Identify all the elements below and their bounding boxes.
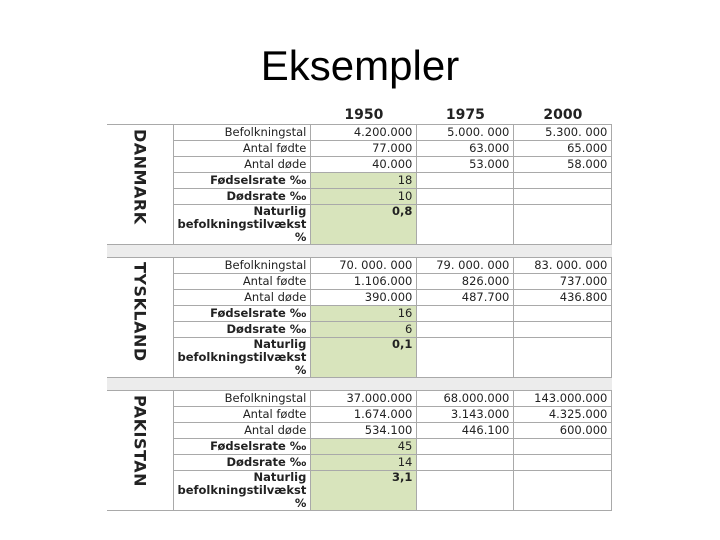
value-cell bbox=[514, 455, 612, 471]
table-row bbox=[107, 173, 612, 189]
separator-cell bbox=[514, 245, 612, 258]
value-cell: 79. 000. 000 bbox=[417, 258, 514, 274]
separator-cell bbox=[417, 378, 514, 391]
separator-cell bbox=[417, 245, 514, 258]
table-row bbox=[107, 471, 612, 511]
row-label: Antal fødte bbox=[173, 141, 311, 157]
table-row bbox=[107, 322, 612, 338]
row-label: Naturlig befolkningstilvækst % bbox=[173, 205, 311, 245]
value-cell: 18 bbox=[311, 173, 417, 189]
table-row bbox=[107, 391, 612, 407]
value-cell: 600.000 bbox=[514, 423, 612, 439]
value-cell: 390.000 bbox=[311, 290, 417, 306]
row-label: Antal døde bbox=[173, 423, 311, 439]
year-header: 2000 bbox=[514, 106, 612, 125]
value-cell bbox=[417, 173, 514, 189]
value-cell: 45 bbox=[311, 439, 417, 455]
value-cell bbox=[514, 439, 612, 455]
value-cell: 68.000.000 bbox=[417, 391, 514, 407]
row-label: Naturlig befolkningstilvækst % bbox=[173, 338, 311, 378]
table-row bbox=[107, 455, 612, 471]
value-cell: 6 bbox=[311, 322, 417, 338]
value-cell: 83. 000. 000 bbox=[514, 258, 612, 274]
country-name: PAKISTAN bbox=[130, 395, 150, 487]
separator-cell bbox=[173, 378, 311, 391]
value-cell: 1.674.000 bbox=[311, 407, 417, 423]
separator-cell bbox=[173, 245, 311, 258]
row-label: Fødselsrate ‰ bbox=[173, 306, 311, 322]
value-cell: 487.700 bbox=[417, 290, 514, 306]
row-label: Antal døde bbox=[173, 290, 311, 306]
value-cell bbox=[417, 189, 514, 205]
value-cell: 53.000 bbox=[417, 157, 514, 173]
row-label: Fødselsrate ‰ bbox=[173, 173, 311, 189]
table-row bbox=[107, 274, 612, 290]
table-row bbox=[107, 338, 612, 378]
slide-title: Eksempler bbox=[260, 42, 460, 89]
row-label: Naturlig befolkningstilvækst % bbox=[173, 471, 311, 511]
value-cell: 446.100 bbox=[417, 423, 514, 439]
country-name: TYSKLAND bbox=[130, 262, 150, 362]
country-label-cell bbox=[107, 391, 173, 511]
value-cell: 3,1 bbox=[311, 471, 417, 511]
separator-cell bbox=[311, 245, 417, 258]
table-row bbox=[107, 205, 612, 245]
table-row bbox=[107, 423, 612, 439]
value-cell: 63.000 bbox=[417, 141, 514, 157]
row-label: Antal døde bbox=[173, 157, 311, 173]
row-label: Dødsrate ‰ bbox=[173, 322, 311, 338]
value-cell: 143.000.000 bbox=[514, 391, 612, 407]
value-cell bbox=[514, 189, 612, 205]
header-blank bbox=[173, 106, 311, 125]
population-table bbox=[107, 106, 612, 511]
value-cell: 77.000 bbox=[311, 141, 417, 157]
separator-cell bbox=[107, 245, 173, 258]
value-cell bbox=[417, 306, 514, 322]
value-cell: 65.000 bbox=[514, 141, 612, 157]
value-cell bbox=[514, 322, 612, 338]
value-cell: 4.200.000 bbox=[311, 125, 417, 141]
value-cell: 40.000 bbox=[311, 157, 417, 173]
value-cell: 37.000.000 bbox=[311, 391, 417, 407]
row-label: Befolkningstal bbox=[173, 258, 311, 274]
value-cell bbox=[417, 322, 514, 338]
value-cell bbox=[514, 205, 612, 245]
value-cell bbox=[514, 338, 612, 378]
value-cell: 737.000 bbox=[514, 274, 612, 290]
value-cell bbox=[417, 455, 514, 471]
value-cell: 5.300. 000 bbox=[514, 125, 612, 141]
table-row bbox=[107, 407, 612, 423]
country-name: DANMARK bbox=[130, 129, 150, 225]
country-label-cell bbox=[107, 125, 173, 245]
value-cell: 534.100 bbox=[311, 423, 417, 439]
value-cell: 14 bbox=[311, 455, 417, 471]
value-cell: 16 bbox=[311, 306, 417, 322]
row-label: Befolkningstal bbox=[173, 125, 311, 141]
value-cell: 5.000. 000 bbox=[417, 125, 514, 141]
row-label: Antal fødte bbox=[173, 274, 311, 290]
table-row bbox=[107, 258, 612, 274]
value-cell bbox=[514, 471, 612, 511]
table-row bbox=[107, 125, 612, 141]
value-cell: 4.325.000 bbox=[514, 407, 612, 423]
value-cell: 826.000 bbox=[417, 274, 514, 290]
value-cell: 436.800 bbox=[514, 290, 612, 306]
year-header: 1975 bbox=[417, 106, 514, 125]
separator-cell bbox=[311, 378, 417, 391]
row-label: Befolkningstal bbox=[173, 391, 311, 407]
value-cell: 58.000 bbox=[514, 157, 612, 173]
year-header-row bbox=[107, 106, 612, 125]
row-label: Fødselsrate ‰ bbox=[173, 439, 311, 455]
row-label: Antal fødte bbox=[173, 407, 311, 423]
value-cell: 0,8 bbox=[311, 205, 417, 245]
value-cell bbox=[417, 471, 514, 511]
country-label-cell bbox=[107, 258, 173, 378]
year-header: 1950 bbox=[311, 106, 417, 125]
value-cell: 70. 000. 000 bbox=[311, 258, 417, 274]
value-cell: 0,1 bbox=[311, 338, 417, 378]
row-label: Dødsrate ‰ bbox=[173, 455, 311, 471]
separator-row bbox=[107, 378, 612, 391]
table-row bbox=[107, 189, 612, 205]
value-cell bbox=[514, 173, 612, 189]
value-cell bbox=[417, 338, 514, 378]
value-cell: 3.143.000 bbox=[417, 407, 514, 423]
value-cell: 1.106.000 bbox=[311, 274, 417, 290]
table-row bbox=[107, 290, 612, 306]
table-row bbox=[107, 141, 612, 157]
table-row bbox=[107, 157, 612, 173]
separator-cell bbox=[107, 378, 173, 391]
header-blank bbox=[107, 106, 173, 125]
separator-row bbox=[107, 245, 612, 258]
value-cell: 10 bbox=[311, 189, 417, 205]
separator-cell bbox=[514, 378, 612, 391]
value-cell bbox=[514, 306, 612, 322]
value-cell bbox=[417, 205, 514, 245]
value-cell bbox=[417, 439, 514, 455]
table-row bbox=[107, 439, 612, 455]
row-label: Dødsrate ‰ bbox=[173, 189, 311, 205]
table-row bbox=[107, 306, 612, 322]
